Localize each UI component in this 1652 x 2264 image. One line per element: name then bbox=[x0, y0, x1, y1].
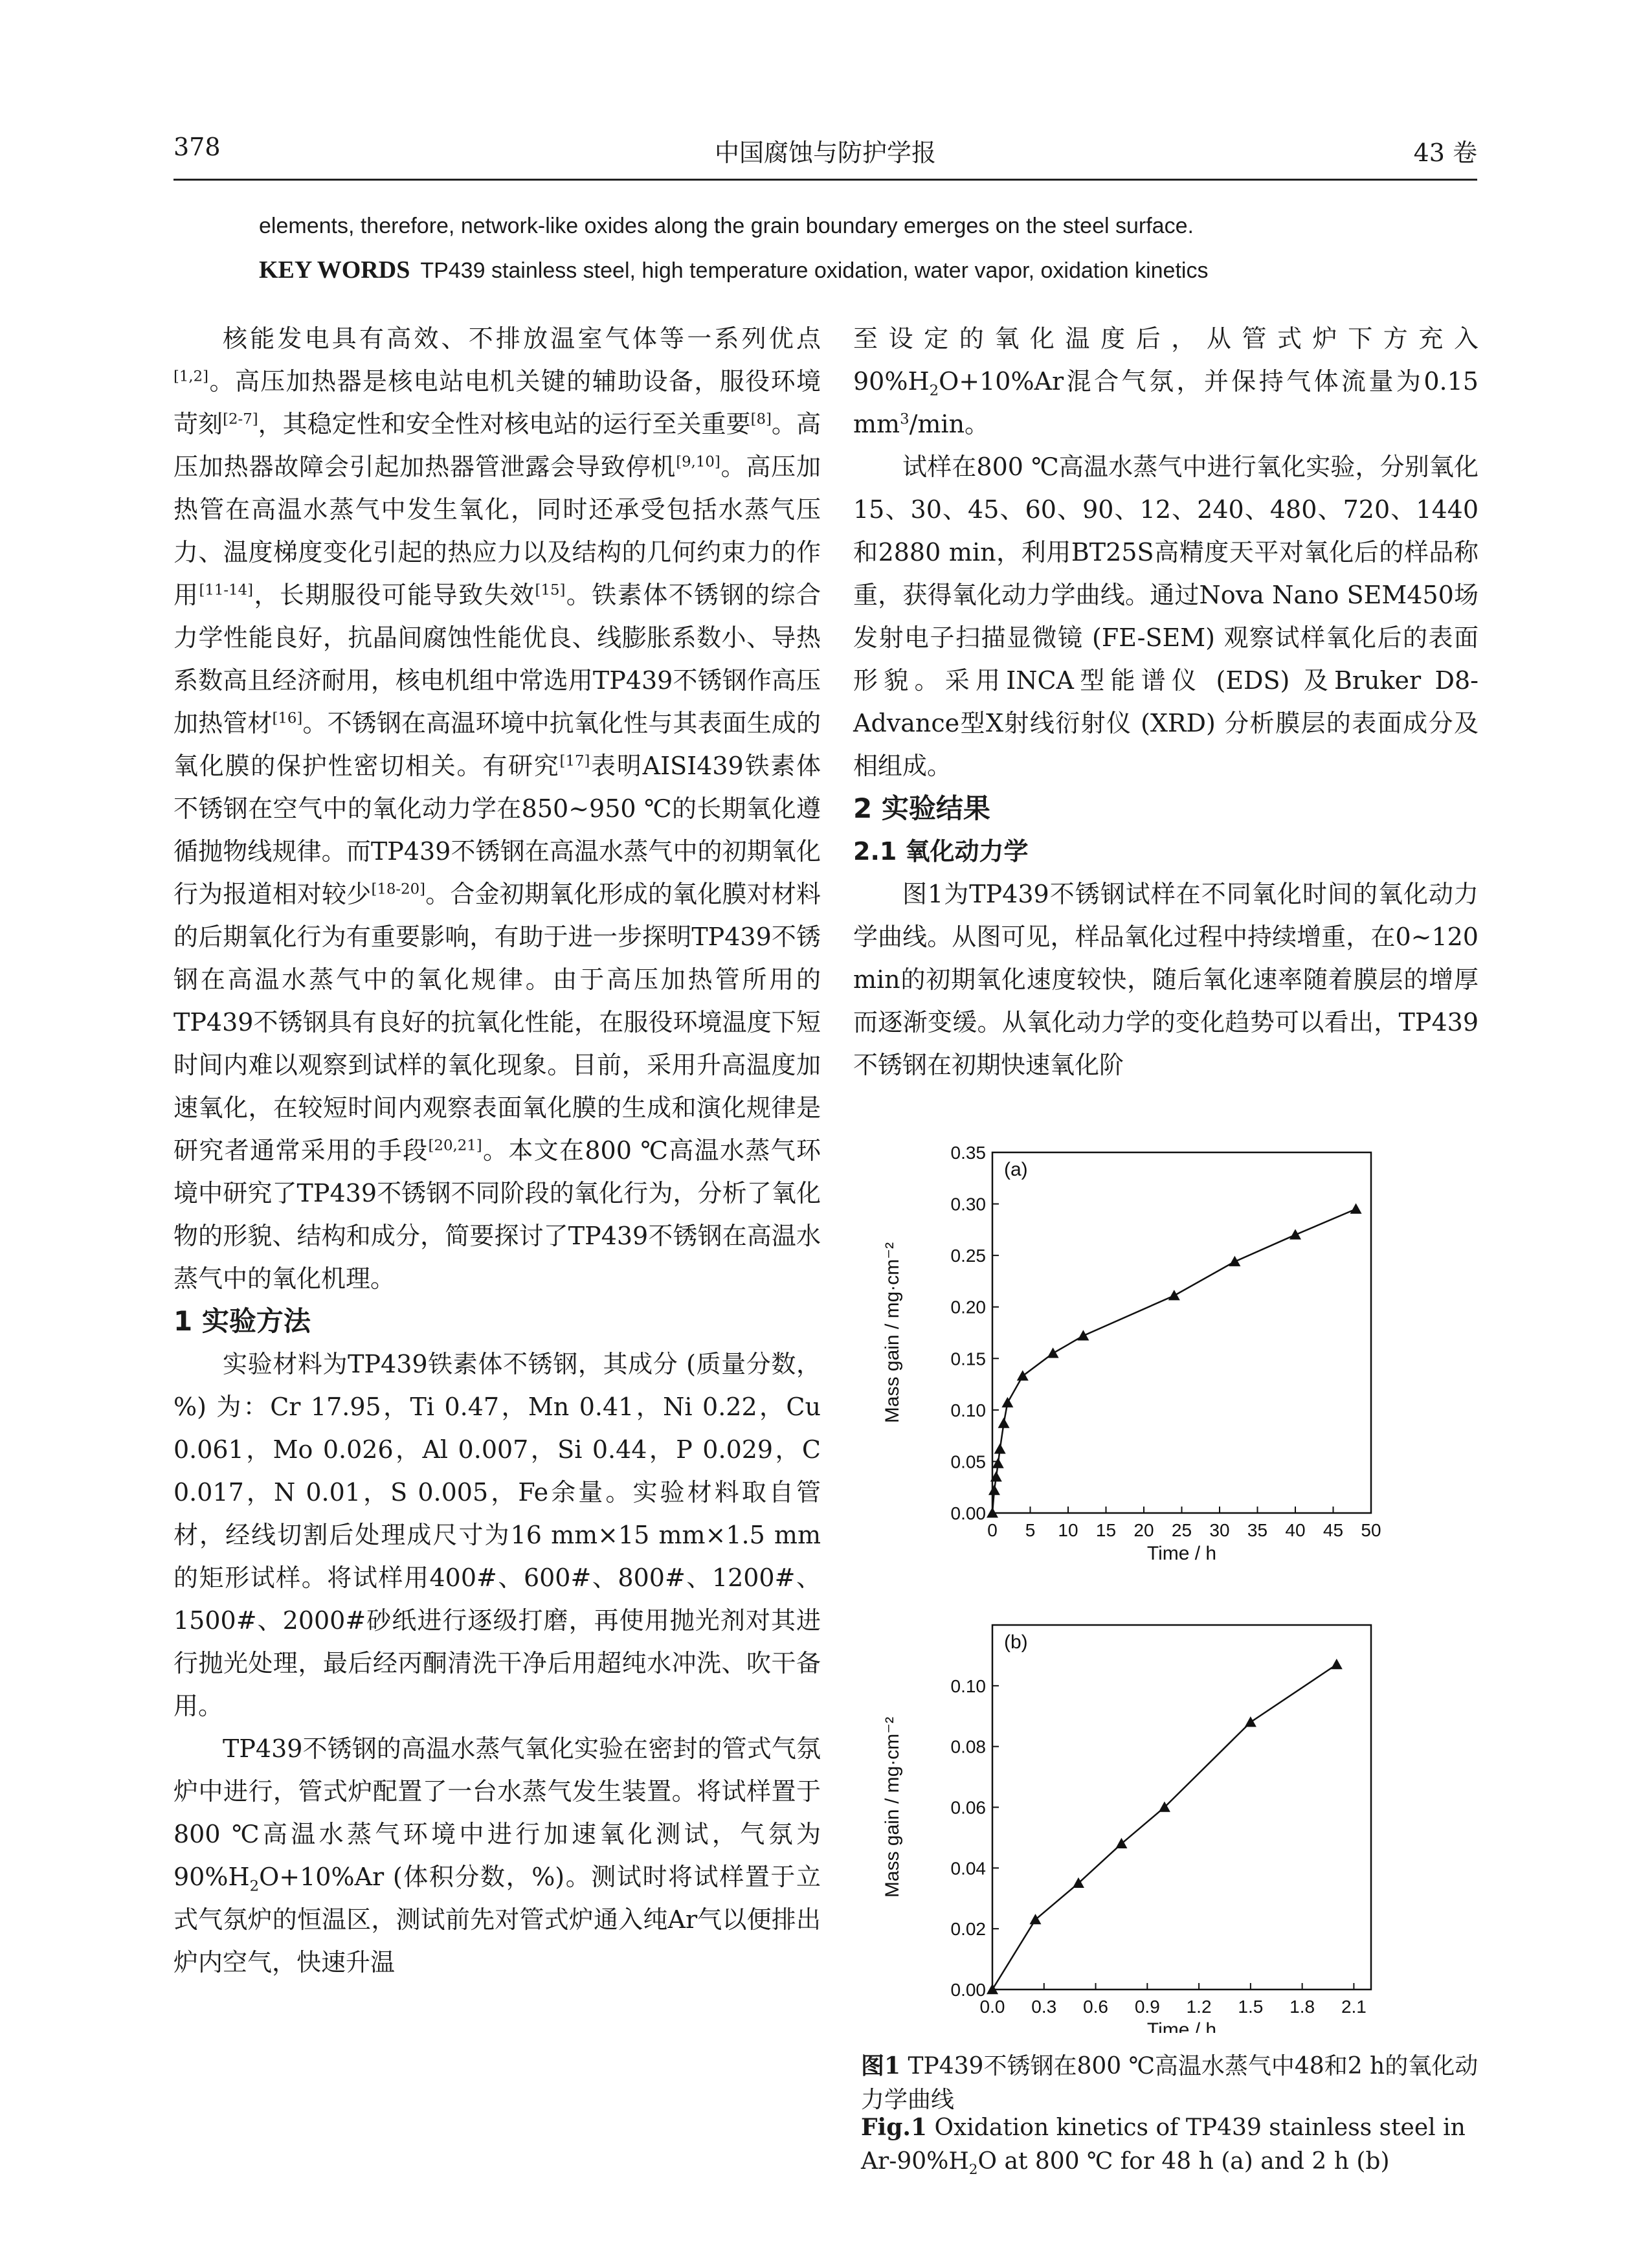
caption-en-label: Fig.1 bbox=[861, 2114, 927, 2141]
procedure-continued-paragraph: 至设定的氧化温度后，从管式炉下方充入$90\%H_2O+10\%Ar$混合气氛，并保持气体流量为0.15 $mm^3/\min$。 bbox=[853, 324, 1479, 438]
x-tick-label: 15 bbox=[1095, 1520, 1117, 1540]
x-tick-label: 2.1 bbox=[1341, 1997, 1367, 2017]
panel-label: (b) bbox=[1004, 1631, 1028, 1653]
caption-zh-text: TP439不锈钢在800 ℃高温水蒸气中48和2 h的氧化动力学曲线 bbox=[861, 2053, 1479, 2113]
figure-caption-en bbox=[861, 2111, 1482, 2179]
x-tick-label: 50 bbox=[1361, 1520, 1381, 1540]
y-tick-label: 0.00 bbox=[950, 1980, 986, 2000]
data-point bbox=[994, 1443, 1006, 1453]
subsection-heading-kinetics: 2.1 氧化动力学 bbox=[853, 837, 1029, 866]
section-heading-results: 2 实验结果 bbox=[853, 792, 990, 824]
data-point bbox=[1047, 1347, 1059, 1358]
data-point bbox=[1350, 1204, 1362, 1214]
data-point bbox=[1017, 1370, 1029, 1380]
y-tick-label: 0.05 bbox=[950, 1451, 986, 1472]
figure-1-charts bbox=[853, 1126, 1479, 2033]
x-tick-label: 1.5 bbox=[1238, 1997, 1264, 2017]
page-header bbox=[173, 133, 1477, 178]
y-tick-label: 0.10 bbox=[950, 1676, 986, 1696]
volume-label: 43 卷 bbox=[1413, 139, 1477, 167]
section-heading-methods: 1 实验方法 bbox=[173, 1305, 311, 1337]
x-tick-label: 35 bbox=[1247, 1520, 1268, 1540]
abstract-tail: elements, therefore, network-like oxides along the grain boundary emerges on the steel surface. bbox=[259, 214, 1194, 238]
x-tick-label: 30 bbox=[1209, 1520, 1230, 1540]
intro-paragraph: 核能发电具有高效、不排放温室气体等一系列优点[1,2]。高压加热器是核电站电机关键的辅助设备，服役环境苛刻[2-7]，其稳定性和安全性对核电站的运行至关重要[8]。高压加热器故障会引起加热器管泄露会导致停机[9,10]。高压加热管在高温水蒸气中发生氧化，同时还承受包括水蒸气压力、温度梯度变化引起的热应力以及结构的几何约束力的作用[11-14]，长期服役可能导致失效[15]。铁素体不锈钢的综合力学性能良好，抗晶间腐蚀性能优良、线膨胀系数小、导热系数高且经济耐用，核电机组中常选用TP439不锈钢作高压加热管材[16]。不锈钢在高温环境中抗氧化性与其表面生成的氧化膜的保护性密切相关。有研究[17]表明AISI439铁素体不锈钢在空气中的氧化动力学在850~950 ℃的长期氧化遵循抛物线规律。而TP439不锈钢在高温水蒸气中的初期氧化行为报道相对较少[18-20]。合金初期氧化形成的氧化膜对材料的后期氧化行为有重要影响，有助于进一步探明TP439不锈钢在高温水蒸气中的氧化规律。由于高压加热管所用的TP439不锈钢具有良好的抗氧化性能，在服役环境温度下短时间内难以观察到试样的氧化现象。目前，采用升高温度加速氧化，在较短时间内观察表面氧化膜的生成和演化规律是研究者通常采用的手段[20,21]。本文在800 ℃高温水蒸气环境中研究了TP439不锈钢不同阶段的氧化行为，分析了氧化物的形貌、结构和成分，简要探讨了TP439不锈钢在高温水蒸气中的氧化机理。 bbox=[173, 324, 821, 1293]
y-axis-label: Mass gain / mg·cm⁻² bbox=[882, 1716, 903, 1898]
data-point bbox=[992, 1458, 1004, 1468]
panel-label: (a) bbox=[1004, 1159, 1028, 1180]
x-axis-label: Time / h bbox=[1146, 1543, 1217, 1564]
plot-frame bbox=[992, 1152, 1371, 1513]
keywords-text: TP439 stainless steel, high temperature oxidation, water vapor, oxidation kinetics bbox=[420, 258, 1209, 283]
x-tick-label: 0.0 bbox=[979, 1997, 1005, 2017]
data-point bbox=[998, 1418, 1010, 1428]
y-tick-label: 0.15 bbox=[950, 1349, 986, 1369]
x-tick-label: 1.8 bbox=[1289, 1997, 1315, 2017]
y-tick-label: 0.04 bbox=[950, 1858, 986, 1879]
journal-title: 中国腐蚀与防护学报 bbox=[714, 139, 936, 167]
data-point bbox=[1245, 1716, 1256, 1727]
data-point bbox=[1077, 1330, 1089, 1340]
data-point bbox=[1168, 1290, 1180, 1300]
page-number: 378 bbox=[173, 133, 221, 161]
caption-en-text: Oxidation kinetics of TP439 stainless steel in $Ar-90\%H_2O$ at 800 ℃ for 48 h (a) and 2 h (b) bbox=[861, 2114, 1466, 2179]
figure-caption-zh bbox=[861, 2049, 1482, 2117]
left-column bbox=[173, 317, 821, 1984]
keywords-label: KEY WORDS bbox=[259, 256, 410, 284]
y-tick-label: 0.10 bbox=[950, 1400, 986, 1420]
y-tick-label: 0.08 bbox=[950, 1736, 986, 1757]
y-axis-label: Mass gain / mg·cm⁻² bbox=[882, 1242, 903, 1424]
x-tick-label: 0.6 bbox=[1083, 1997, 1109, 2017]
keywords-line bbox=[259, 256, 1380, 284]
data-point bbox=[1331, 1659, 1343, 1669]
header-rule bbox=[173, 179, 1477, 181]
x-tick-label: 20 bbox=[1133, 1520, 1154, 1540]
y-tick-label: 0.25 bbox=[950, 1246, 986, 1266]
x-tick-label: 10 bbox=[1058, 1520, 1078, 1540]
y-tick-label: 0.06 bbox=[950, 1797, 986, 1818]
data-point bbox=[1001, 1397, 1013, 1407]
x-tick-label: 1.2 bbox=[1186, 1997, 1212, 2017]
data-point bbox=[1289, 1229, 1301, 1239]
x-tick-label: 25 bbox=[1171, 1520, 1192, 1540]
chart-panel-b bbox=[882, 1625, 1371, 2033]
procedure-paragraph: TP439不锈钢的高温水蒸气氧化实验在密封的管式气氛炉中进行，管式炉配置了一台水蒸气发生装置。将试样置于800 ℃高温水蒸气环境中进行加速氧化测试，气氛为$90\%H_2O+10\%Ar$ (体积分数，%)。测试时将试样置于立式气氛炉的恒温区，测试前先对管式炉通入纯Ar气以便排出炉内空气，快速升温 bbox=[173, 1734, 821, 1977]
series-line bbox=[992, 1209, 1356, 1513]
series-line bbox=[992, 1664, 1337, 1989]
caption-zh-label: 图1 bbox=[861, 2052, 901, 2079]
data-point bbox=[1229, 1256, 1240, 1266]
x-tick-label: 0 bbox=[987, 1520, 998, 1540]
chart-panel-a bbox=[882, 1143, 1381, 1564]
y-tick-label: 0.02 bbox=[950, 1919, 986, 1940]
x-tick-label: 5 bbox=[1025, 1520, 1036, 1540]
y-tick-label: 0.30 bbox=[950, 1194, 986, 1215]
materials-paragraph: 实验材料为TP439铁素体不锈钢，其成分 (质量分数，%) 为：Cr 17.95，Ti 0.47，Mn 0.41，Ni 0.22，Cu 0.061，Mo 0.026，Al 0.007，Si 0.44，P 0.029，C 0.017，N 0.01，S 0.005，Fe余量。实验材料取自管材，经线切割后处理成尺寸为16 mm×15 mm×1.5 mm的矩形试样。将试样用400#、600#、800#、1200#、1500#、2000#砂纸进行逐级打磨，再使用抛光剂对其进行抛光处理，最后经丙酮清洗干净后用超纯水冲洗、吹干备用。 bbox=[173, 1350, 821, 1720]
x-axis-label: Time / h bbox=[1146, 2019, 1217, 2033]
right-column bbox=[853, 317, 1479, 1086]
y-tick-label: 0.35 bbox=[950, 1143, 986, 1163]
data-point bbox=[988, 1485, 1000, 1495]
x-tick-label: 45 bbox=[1323, 1520, 1344, 1540]
x-tick-label: 0.9 bbox=[1134, 1997, 1160, 2017]
kinetics-paragraph: 图1为TP439不锈钢试样在不同氧化时间的氧化动力学曲线。从图可见，样品氧化过程中持续增重，在0~120 min的初期氧化速度较快，随后氧化速率随着膜层的增厚而逐渐变缓。从氧化动力学的变化趋势可以看出，TP439不锈钢在初期快速氧化阶 bbox=[853, 880, 1479, 1079]
y-tick-label: 0.20 bbox=[950, 1297, 986, 1317]
characterization-paragraph: 试样在800 ℃高温水蒸气中进行氧化实验，分别氧化15、30、45、60、90、12、240、480、720、1440和2880 min，利用BT25S高精度天平对氧化后的样品称重，获得氧化动力学曲线。通过Nova Nano SEM450场发射电子扫描显微镜 (FE-SEM) 观察试样氧化后的表面形貌。采用INCA型能谱仪 (EDS) 及Bruker D8-Advance型X射线衍射仪 (XRD) 分析膜层的表面成分及相组成。 bbox=[853, 453, 1479, 780]
x-tick-label: 0.3 bbox=[1031, 1997, 1057, 2017]
y-tick-label: 0.00 bbox=[950, 1503, 986, 1523]
x-tick-label: 40 bbox=[1285, 1520, 1306, 1540]
